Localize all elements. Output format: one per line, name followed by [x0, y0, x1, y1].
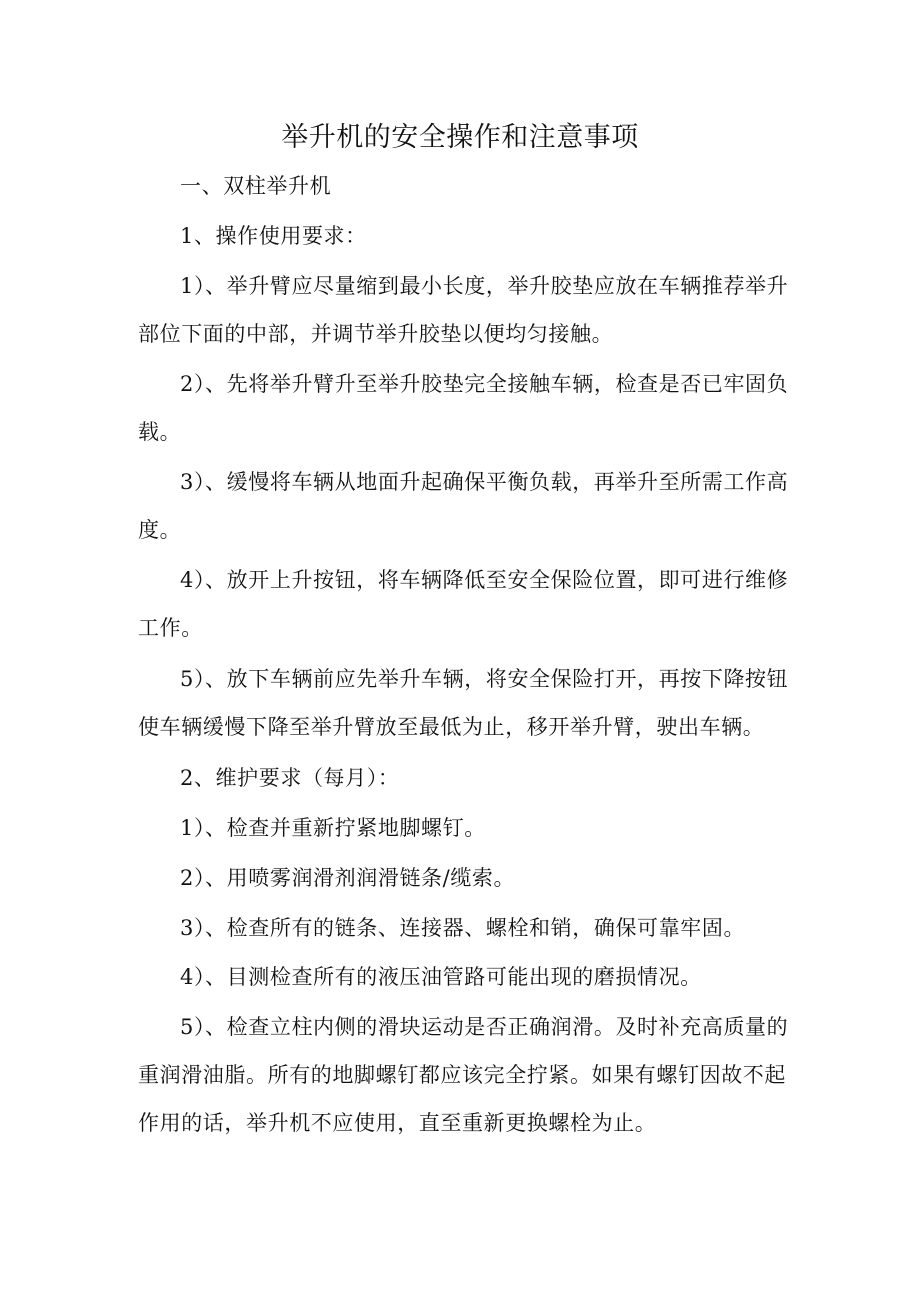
operation-item-3: 3）、缓慢将车辆从地面升起确保平衡负载，再举升至所需工作高度。	[138, 470, 789, 542]
section-heading-double-column-lift: 一、双柱举升机	[180, 174, 332, 198]
subsection-heading-operation: 1、操作使用要求：	[180, 224, 367, 248]
maintenance-item-4: 4）、目测检查所有的液压油管路可能出现的磨损情况。	[180, 965, 702, 989]
maintenance-item-3: 3）、检查所有的链条、连接器、螺栓和销，确保可靠牢固。	[180, 916, 746, 940]
operation-item-2: 2）、先将举升臂升至举升胶垫完全接触车辆，检查是否已牢固负载。	[138, 372, 789, 444]
operation-item-4: 4）、放开上升按钮，将车辆降低至安全保险位置，即可进行维修工作。	[138, 568, 789, 640]
maintenance-item-1: 1）、检查并重新拧紧地脚螺钉。	[180, 816, 486, 840]
maintenance-item-5: 5）、检查立柱内侧的滑块运动是否正确润滑。及时补充高质量的重润滑油脂。所有的地脚螺钉都应该完全拧紧。如果有螺钉因故不起作用的话，举升机不应使用，直至重新更换螺栓为止。	[138, 1015, 789, 1135]
maintenance-item-2: 2）、用喷雾润滑剂润滑链条/缆索。	[180, 866, 516, 890]
subsection-heading-maintenance: 2、维护要求（每月）：	[180, 766, 400, 790]
operation-item-5: 5）、放下车辆前应先举升车辆，将安全保险打开，再按下降按钮使车辆缓慢下降至举升臂放至最低为止，移开举升臂，驶出车辆。	[138, 667, 789, 739]
document-title: 举升机的安全操作和注意事项	[281, 122, 639, 153]
operation-item-1: 1）、举升臂应尽量缩到最小长度，举升胶垫应放在车辆推荐举升部位下面的中部，并调节举升胶垫以便均匀接触。	[138, 274, 789, 346]
